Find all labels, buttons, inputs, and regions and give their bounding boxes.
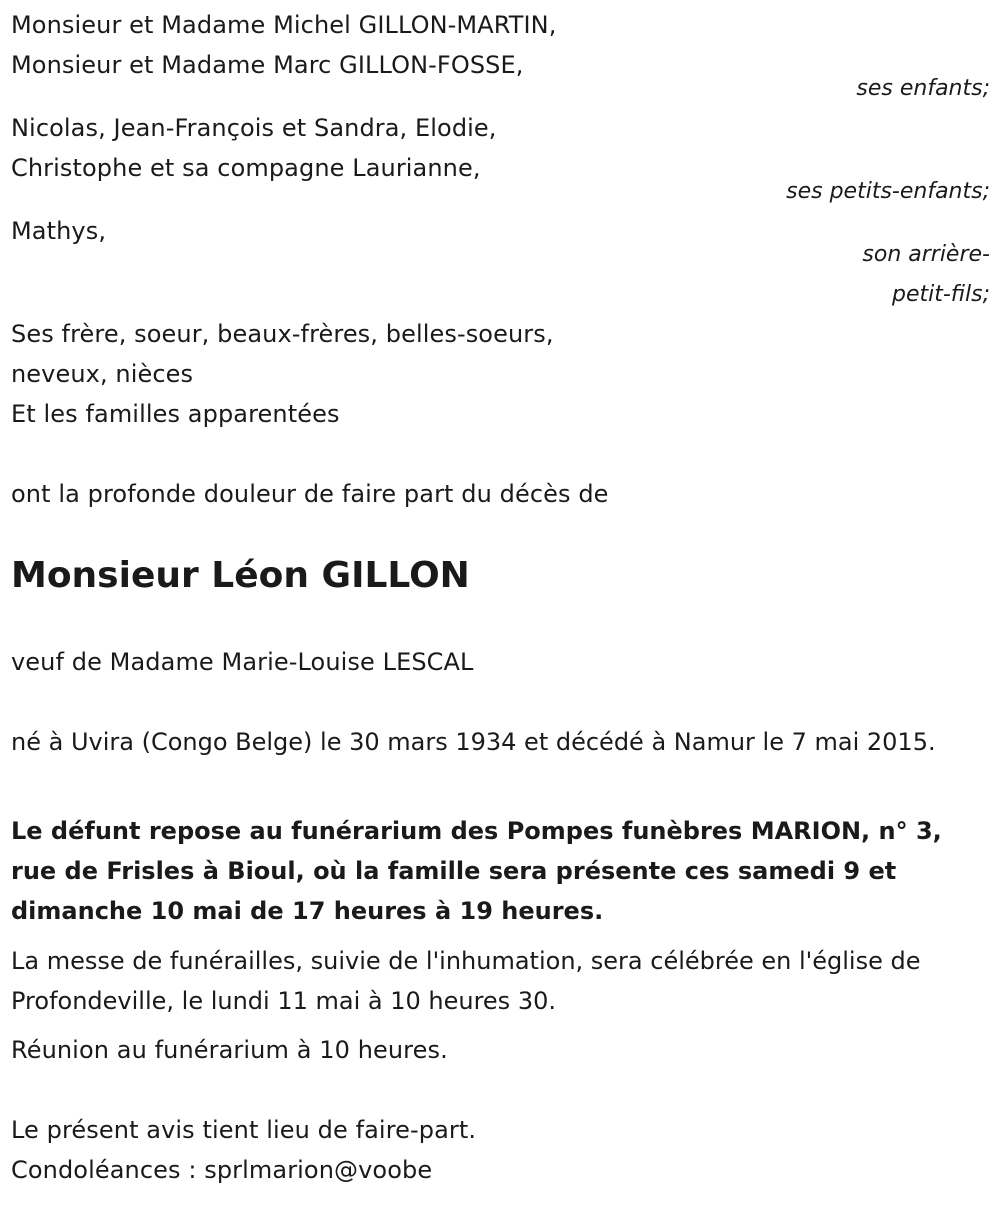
children-line-1: Monsieur et Madame Michel GILLON-MARTIN, bbox=[11, 11, 557, 39]
grandchildren-line-2: Christophe et sa compagne Laurianne, bbox=[11, 154, 481, 182]
family-line-3: Et les familles apparentées bbox=[11, 400, 340, 428]
children-line-2: Monsieur et Madame Marc GILLON-FOSSE, bbox=[11, 51, 524, 79]
announcement-text: ont la profonde douleur de faire part du décès de bbox=[11, 480, 609, 508]
grandchildren-role: ses petits-enfants; bbox=[786, 179, 990, 204]
family-line-2: neveux, nièces bbox=[11, 360, 194, 388]
great-grandchild-role-1: son arrière- bbox=[862, 242, 990, 267]
meeting-notice: Réunion au funérarium à 10 heures. bbox=[11, 1036, 448, 1064]
family-line-1: Ses frère, soeur, beaux-frères, belles-soeurs, bbox=[11, 320, 554, 348]
condolences-line: Condoléances : sprlmarion@voobe bbox=[11, 1156, 433, 1184]
funerarium-notice: Le défunt repose au funérarium des Pompes funèbres MARION, n° 3, rue de Frisles à Bioul, où la famille sera présente ces samedi 9 et dimanche 10 mai de 17 heures à 19 heures. bbox=[11, 817, 942, 925]
great-grandchild-role-2: petit-fils; bbox=[891, 282, 990, 307]
birth-death-text: né à Uvira (Congo Belge) le 30 mars 1934 et décédé à Namur le 7 mai 2015. bbox=[11, 728, 936, 756]
mass-notice: La messe de funérailles, suivie de l'inhumation, sera célébrée en l'église de Profondeville, le lundi 11 mai à 10 heures 30. bbox=[11, 947, 921, 1015]
widower-of-text: veuf de Madame Marie-Louise LESCAL bbox=[11, 648, 474, 676]
great-grandchild-line: Mathys, bbox=[11, 217, 107, 245]
deceased-name: Monsieur Léon GILLON bbox=[11, 555, 470, 596]
children-role: ses enfants; bbox=[856, 76, 990, 101]
closing-line-1: Le présent avis tient lieu de faire-part. bbox=[11, 1116, 477, 1144]
grandchildren-line-1: Nicolas, Jean-François et Sandra, Elodie, bbox=[11, 114, 497, 142]
